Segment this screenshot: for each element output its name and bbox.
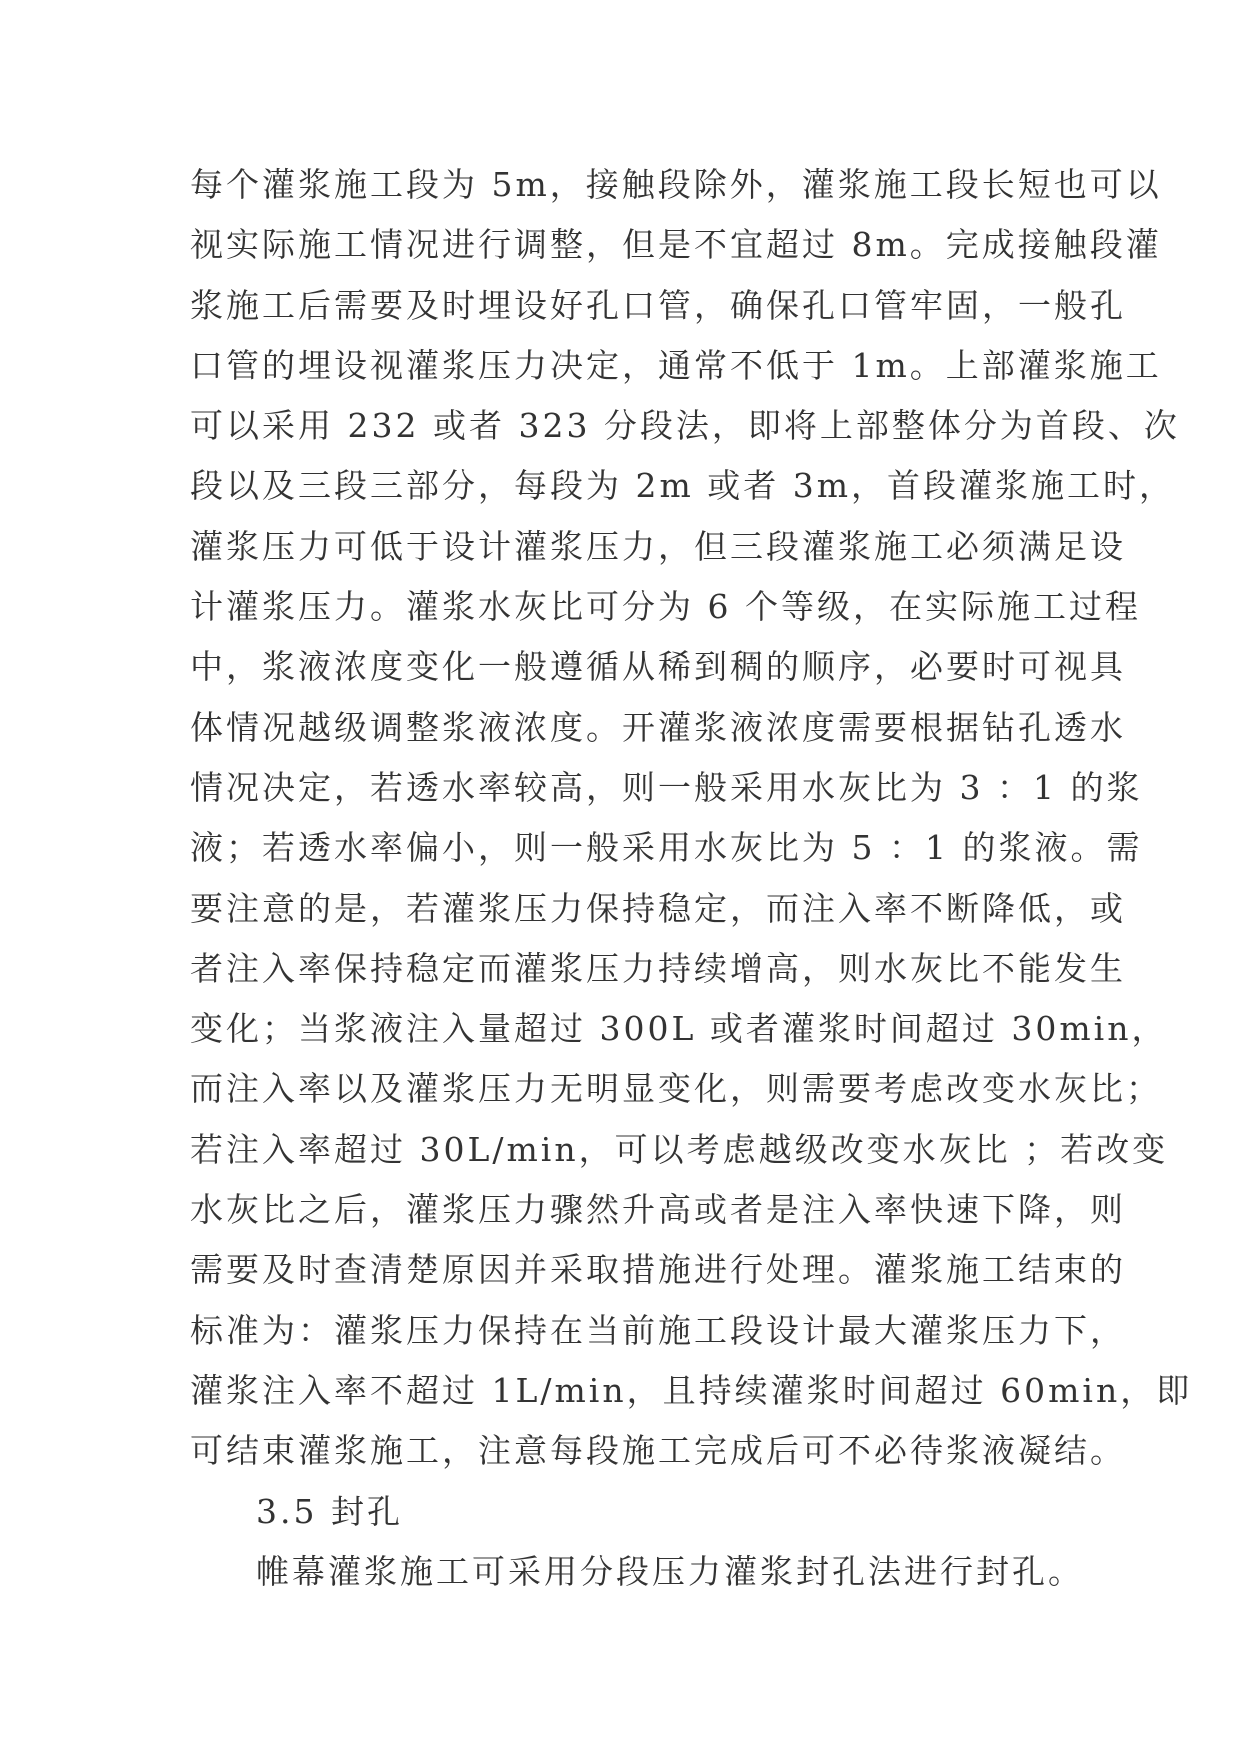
body-line: 浆施工后需要及时埋设好孔口管，确保孔口管牢固，一般孔 — [190, 285, 1126, 325]
body-line: 口管的埋设视灌浆压力决定，通常不低于 1m。上部灌浆施工 — [190, 345, 1162, 385]
closing-paragraph: 帷幕灌浆施工可采用分段压力灌浆封孔法进行封孔。 — [256, 1551, 1084, 1591]
body-line: 标准为：灌浆压力保持在当前施工段设计最大灌浆压力下， — [190, 1310, 1126, 1350]
body-line: 可以采用 232 或者 323 分段法，即将上部整体分为首段、次 — [190, 406, 1180, 446]
body-line: 体情况越级调整浆液浓度。开灌浆液浓度需要根据钻孔透水 — [190, 707, 1126, 747]
document-body — [190, 155, 1193, 1602]
body-line: 变化；当浆液注入量超过 300L 或者灌浆时间超过 30min， — [190, 1009, 1168, 1049]
body-line: 液；若透水率偏小，则一般采用水灰比为 5 ：1 的浆液。需 — [190, 828, 1143, 868]
body-line: 要注意的是，若灌浆压力保持稳定，而注入率不断降低，或 — [190, 888, 1126, 928]
body-line: 若注入率超过 30L/min，可以考虑越级改变水灰比 ；若改变 — [190, 1129, 1169, 1169]
body-line: 而注入率以及灌浆压力无明显变化，则需要考虑改变水灰比； — [190, 1069, 1162, 1109]
body-line: 情况决定，若透水率较高，则一般采用水灰比为 3 ：1 的浆 — [190, 767, 1143, 807]
body-line: 水灰比之后，灌浆压力骤然升高或者是注入率快速下降，则 — [190, 1190, 1126, 1230]
body-line: 段以及三段三部分，每段为 2m 或者 3m，首段灌浆施工时， — [190, 466, 1176, 506]
body-line: 灌浆压力可低于设计灌浆压力，但三段灌浆施工必须满足设 — [190, 526, 1126, 566]
body-line: 中，浆液浓度变化一般遵循从稀到稠的顺序，必要时可视具 — [190, 647, 1126, 687]
body-line: 每个灌浆施工段为 5m，接触段除外，灌浆施工段长短也可以 — [190, 165, 1162, 204]
body-line: 灌浆注入率不超过 1L/min，且持续灌浆时间超过 60min，即 — [190, 1370, 1193, 1410]
body-line: 计灌浆压力。灌浆水灰比可分为 6 个等级，在实际施工过程 — [190, 587, 1141, 627]
body-line: 者注入率保持稳定而灌浆压力持续增高，则水灰比不能发生 — [190, 948, 1126, 988]
section-heading: 3.5 封孔 — [256, 1491, 403, 1531]
body-line: 视实际施工情况进行调整，但是不宜超过 8m。完成接触段灌 — [190, 225, 1162, 265]
body-line: 需要及时查清楚原因并采取措施进行处理。灌浆施工结束的 — [190, 1250, 1126, 1290]
body-line: 可结束灌浆施工，注意每段施工完成后可不必待浆液凝结。 — [190, 1431, 1126, 1471]
